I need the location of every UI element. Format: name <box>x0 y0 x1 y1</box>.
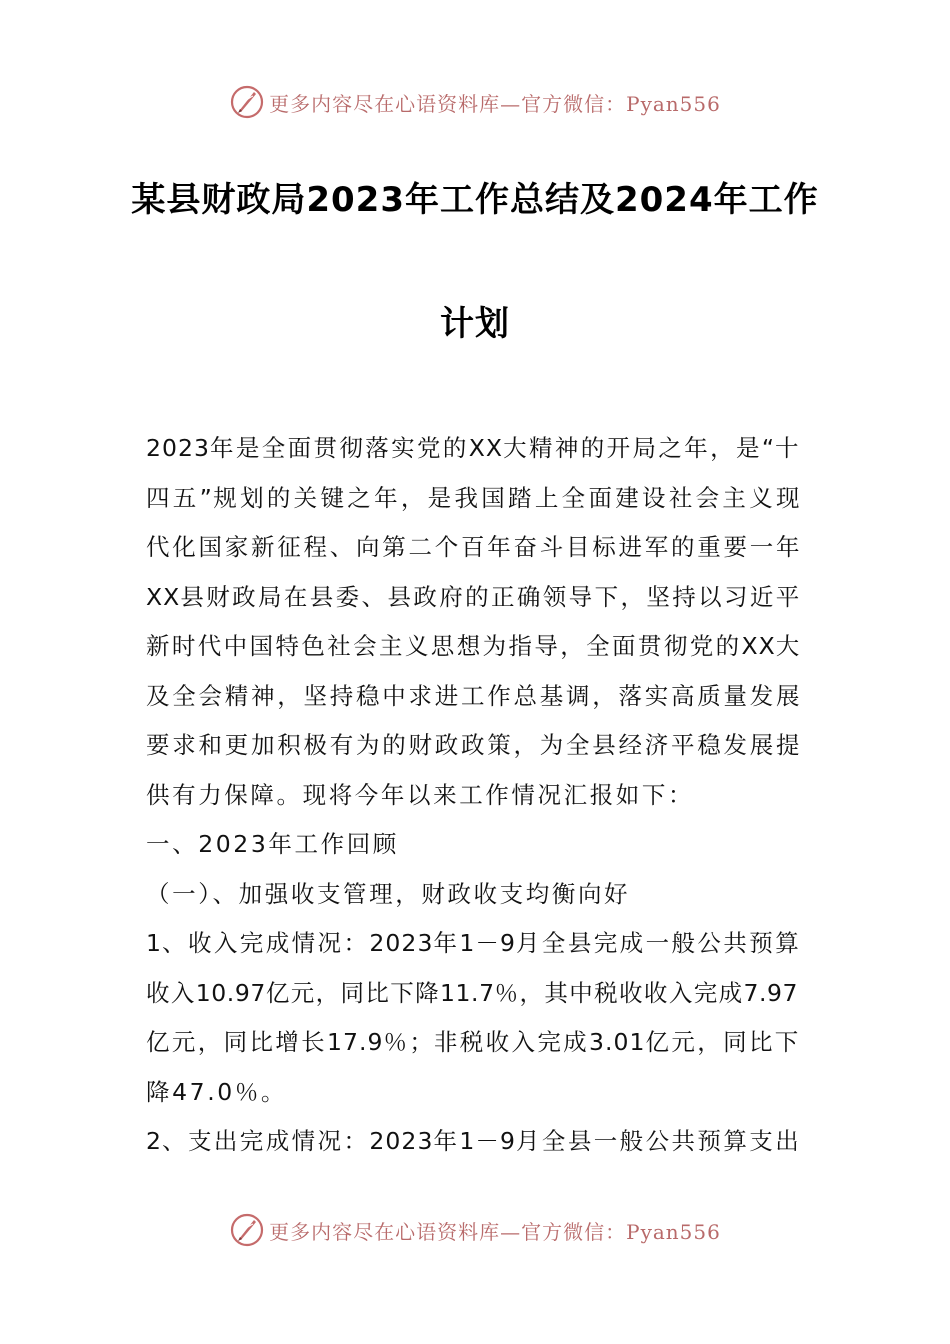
subsection-heading: （一）、加强收支管理，财政收支均衡向好 <box>146 879 631 908</box>
paragraph-line: X X 县 财 政 局 在 县 委 、 县 政 府 的 正 确 领 导 下 ， 坚 持 以 习 近 平 <box>146 582 800 611</box>
document-title-line-2: 计划 <box>440 304 510 344</box>
document-body <box>146 424 806 1167</box>
paragraph-line: 1 、 收 入 完 成 情 况 ： 2 0 2 3 年 1 － 9 月 全 县 完 成 一 般 公 共 预 算 <box>146 929 799 957</box>
paragraph-line: 2 、 支 出 完 成 情 况 ： 2 0 2 3 年 1 － 9 月 全 县 一 般 公 共 预 算 支 出 <box>146 1127 799 1155</box>
quill-logo-icon <box>229 84 265 120</box>
paragraph-line: 及 全 会 精 神 ， 坚 持 稳 中 求 进 工 作 总 基 调 ， 落 实 高 质 量 发 展 <box>146 681 800 710</box>
footer-watermark-banner <box>0 1210 950 1250</box>
footer-watermark-text: 更多内容尽在心语资料库—官方微信：Pyan556 <box>269 1219 721 1244</box>
paragraph-line: 新 时 代 中 国 特 色 社 会 主 义 思 想 为 指 导 ， 全 面 贯 彻 党 的 X X 大 <box>146 632 800 660</box>
document-title-line-1: 某县财政局2023年工作总结及2024年工作 <box>131 180 819 220</box>
section-heading: 一、2023年工作回顾 <box>146 830 399 858</box>
paragraph-line: 亿 元 ， 同 比 增 长 1 7 . 9 ％ ； 非 税 收 入 完 成 3 . 0 1 亿 元 ， 同 比 下 <box>146 1028 799 1056</box>
paragraph-line: 四 五 ” 规 划 的 关 键 之 年 ， 是 我 国 踏 上 全 面 建 设 社 会 主 义 现 <box>146 483 800 512</box>
paragraph-line: 收 入 1 0 . 9 7 亿 元 ， 同 比 下 降 1 1 . 7 ％ ， 其 中 税 收 收 入 完 成 7 . 9 7 <box>146 978 798 1007</box>
paragraph-line: 2 0 2 3 年 是 全 面 贯 彻 落 实 党 的 X X 大 精 神 的 开 局 之 年 ， 是 “ 十 <box>146 434 799 462</box>
header-watermark-text: 更多内容尽在心语资料库—官方微信：Pyan556 <box>269 91 721 116</box>
paragraph-line: 供有力保障。现将今年以来工作情况汇报如下： <box>146 780 695 809</box>
paragraph-line: 要 求 和 更 加 积 极 有 为 的 财 政 政 策 ， 为 全 县 经 济 平 稳 发 展 提 <box>146 731 800 759</box>
quill-logo-icon <box>229 1212 265 1248</box>
paragraph-line: 代 化 国 家 新 征 程 、 向 第 二 个 百 年 奋 斗 目 标 进 军 的 重 要 一 年 <box>146 533 800 561</box>
header-watermark-banner <box>0 82 950 122</box>
paragraph-line: 降47.0％。 <box>146 1077 288 1106</box>
